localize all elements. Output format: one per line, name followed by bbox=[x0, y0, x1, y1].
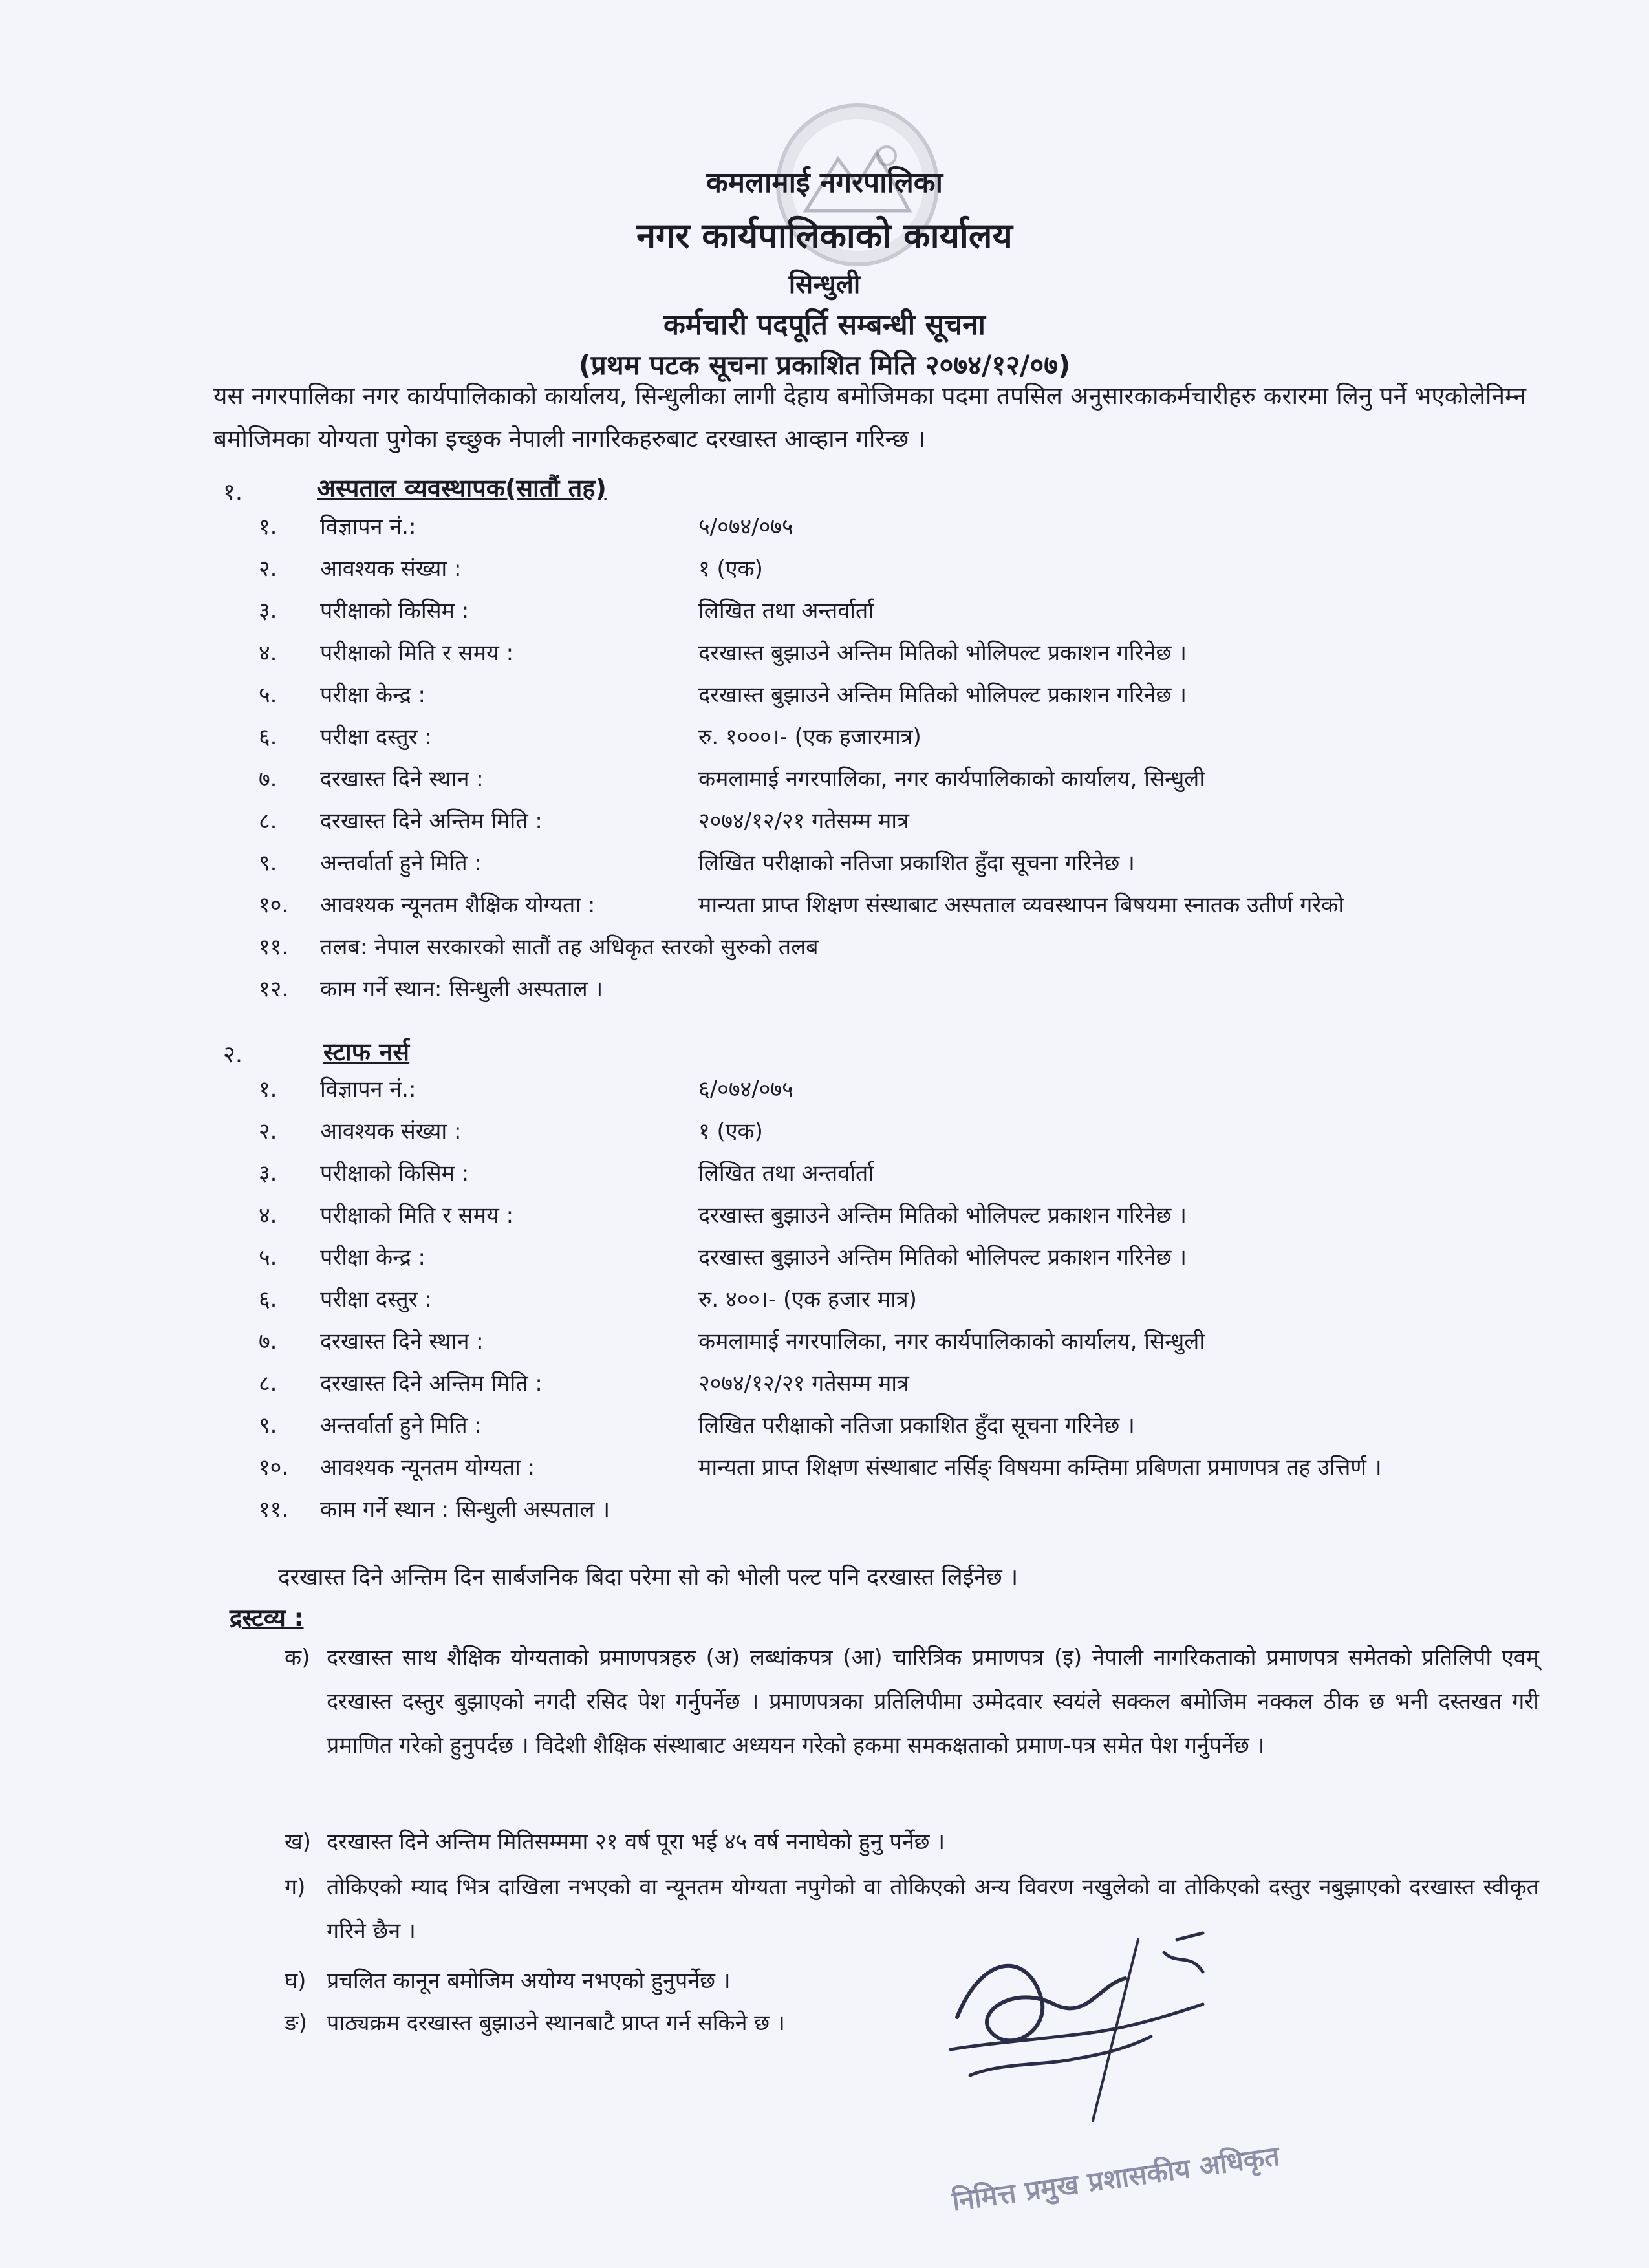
detail-row bbox=[259, 637, 1526, 676]
row-value: ६/०७४/०७५ bbox=[698, 1076, 793, 1102]
detail-row bbox=[259, 1283, 1526, 1322]
row-value: कमलामाई नगरपालिका, नगर कार्यपालिकाको कार्यालय, सिन्धुली bbox=[698, 766, 1205, 792]
row-value: २०७४/१२/२१ गतेसम्म मात्र bbox=[698, 808, 909, 834]
office-name: नगर कार्यपालिकाको कार्यालय bbox=[636, 215, 1013, 256]
detail-row bbox=[259, 1073, 1526, 1112]
row-number: ११. bbox=[259, 934, 289, 960]
note-text: तोकिएको म्याद भित्र दाखिला नभएको वा न्यूनतम योग्यता नपुगेको वा तोकिएको अन्य विवरण नखुलेको वा तोकिएको दस्तुर नबुझाएको दरखास्त स्वीकृत गरिने छैन । bbox=[327, 1874, 1539, 1944]
row-label: आवश्यक संख्या : bbox=[320, 1118, 462, 1144]
detail-row bbox=[259, 511, 1526, 550]
row-number: ८. bbox=[259, 1371, 277, 1396]
row-number: १. bbox=[259, 1076, 277, 1102]
row-value: दरखास्त बुझाउने अन्तिम मितिको भोलिपल्ट प्रकाशन गरिनेछ । bbox=[698, 640, 1187, 666]
note-text: दरखास्त दिने अन्तिम मितिसम्ममा २१ वर्ष पूरा भई ४५ वर्ष ननाघेको हुनु पर्नेछ । bbox=[327, 1829, 945, 1855]
holiday-note: दरखास्त दिने अन्तिम दिन सार्बजनिक बिदा परेमा सो को भोली पल्ट पनि दरखास्त लिईनेछ । bbox=[278, 1565, 1018, 1590]
note-marker: ङ) bbox=[285, 2010, 307, 2036]
district-name: सिन्धुली bbox=[788, 270, 861, 299]
notice-subtitle: (प्रथम पटक सूचना प्रकाशित मिति २०७४/१२/०७) bbox=[578, 349, 1071, 381]
row-number: ९. bbox=[259, 850, 277, 876]
detail-row bbox=[259, 805, 1526, 844]
row-number: ७. bbox=[259, 1329, 277, 1354]
note-item bbox=[285, 1865, 1539, 1956]
row-number: ११. bbox=[259, 1497, 289, 1523]
section-title: अस्पताल व्यवस्थापक(सातौं तह) bbox=[317, 474, 607, 502]
detail-row bbox=[259, 931, 1526, 970]
row-label: काम गर्ने स्थान : सिन्धुली अस्पताल । bbox=[320, 1497, 610, 1523]
detail-row bbox=[259, 889, 1526, 928]
detail-row bbox=[259, 553, 1526, 592]
row-label: दरखास्त दिने अन्तिम मिति : bbox=[320, 808, 543, 834]
row-label: अन्तर्वार्ता हुने मिति : bbox=[320, 850, 482, 876]
row-number: ४. bbox=[259, 1203, 277, 1228]
officer-stamp: निमित्त प्रमुख प्रशासकीय अधिकृत bbox=[950, 2139, 1282, 2218]
row-value: रु. ४००।- (एक हजार मात्र) bbox=[698, 1287, 917, 1312]
note-marker: क) bbox=[285, 1645, 310, 1671]
row-number: ९. bbox=[259, 1413, 277, 1439]
row-label: परीक्षाको मिति र समय : bbox=[320, 640, 514, 666]
row-number: १. bbox=[259, 514, 277, 540]
row-value: लिखित तथा अन्तर्वार्ता bbox=[698, 598, 874, 624]
detail-row bbox=[259, 847, 1526, 886]
note-item bbox=[285, 1820, 1539, 1864]
detail-row bbox=[259, 1451, 1526, 1490]
detail-row bbox=[259, 1157, 1526, 1196]
row-label: दरखास्त दिने स्थान : bbox=[320, 1329, 484, 1354]
row-number: ६. bbox=[259, 724, 277, 750]
note-marker: ख) bbox=[285, 1829, 312, 1855]
row-number: २. bbox=[259, 556, 277, 582]
detail-row bbox=[259, 1367, 1526, 1406]
row-label: आवश्यक न्यूनतम शैक्षिक योग्यता : bbox=[320, 892, 596, 918]
row-label: काम गर्ने स्थान: सिन्धुली अस्पताल । bbox=[320, 976, 603, 1002]
detail-row bbox=[259, 1199, 1526, 1238]
row-number: ४. bbox=[259, 640, 277, 666]
note-marker: ग) bbox=[285, 1874, 306, 1900]
note-text: दरखास्त साथ शैक्षिक योग्यताको प्रमाणपत्रहरु (अ) लब्धांकपत्र (आ) चारित्रिक प्रमाणपत्र (इ) नेपाली नागरिकताको प्रमाणपत्र समेतको प्रतिलिपी एवम् दरखास्त दस्तुर बुझाएको नगदी रसिद पेश गर्नुपर्नेछ । प्रमाणपत्रका प्रतिलिपीमा उम्मेदवार स्वयंले सक्कल बमोजिम नक्कल ठीक छ भनी दस्तखत गरी प्रमाणित गरेको हुनुपर्दछ । विदेशी शैक्षिक संस्थाबाट अध्ययन गरेको हकमा समकक्षताको प्रमाण-पत्र समेत पेश गर्नुपर्नेछ । bbox=[327, 1645, 1539, 1759]
detail-row bbox=[259, 763, 1526, 802]
row-label: तलब: नेपाल सरकारको सातौं तह अधिकृत स्तरको सुरुको तलब bbox=[320, 934, 819, 960]
section-number: २. bbox=[223, 1042, 243, 1068]
row-value: कमलामाई नगरपालिका, नगर कार्यपालिकाको कार्यालय, सिन्धुली bbox=[698, 1329, 1205, 1354]
detail-row bbox=[259, 1325, 1526, 1364]
row-value: मान्यता प्राप्त शिक्षण संस्थाबाट नर्सिङ् विषयमा कम्तिमा प्रबिणता प्रमाणपत्र तह उत्तिर्ण । bbox=[698, 1455, 1382, 1481]
row-value: लिखित परीक्षाको नतिजा प्रकाशित हुँदा सूचना गरिनेछ । bbox=[698, 1413, 1135, 1439]
row-value: लिखित तथा अन्तर्वार्ता bbox=[698, 1161, 874, 1186]
note-text: पाठ्यक्रम दरखास्त बुझाउने स्थानबाटै प्राप्त गर्न सकिने छ । bbox=[327, 2010, 785, 2036]
row-number: ६. bbox=[259, 1287, 277, 1312]
row-value: १ (एक) bbox=[698, 556, 763, 582]
note-item bbox=[285, 2001, 931, 2045]
detail-row bbox=[259, 721, 1526, 760]
detail-row bbox=[259, 1241, 1526, 1280]
row-label: दरखास्त दिने स्थान : bbox=[320, 766, 484, 792]
row-value: ५/०७४/०७५ bbox=[698, 514, 793, 540]
row-label: परीक्षा दस्तुर : bbox=[320, 1287, 432, 1312]
note-marker: घ) bbox=[285, 1968, 307, 1994]
row-value: २०७४/१२/२१ गतेसम्म मात्र bbox=[698, 1371, 909, 1396]
intro-paragraph: यस नगरपालिका नगर कार्यपालिकाको कार्यालय, सिन्धुलीका लागी देहाय बमोजिमका पदमा तपसिल अनुसारकाकर्मचारीहरु करारमा लिनु पर्ने भएकोलेनिम्न बमोजिमका योग्यता पुगेका इच्छुक नेपाली नागरिकहरुबाट दरखास्त आव्हान गरिन्छ । bbox=[213, 382, 1526, 453]
row-value: लिखित परीक्षाको नतिजा प्रकाशित हुँदा सूचना गरिनेछ । bbox=[698, 850, 1135, 876]
row-number: १२. bbox=[259, 976, 289, 1002]
handwritten-signature bbox=[931, 1927, 1255, 2140]
row-label: अन्तर्वार्ता हुने मिति : bbox=[320, 1413, 482, 1439]
row-label: दरखास्त दिने अन्तिम मिति : bbox=[320, 1371, 543, 1396]
row-label: परीक्षा केन्द्र : bbox=[320, 1245, 426, 1270]
row-label: विज्ञापन नं.: bbox=[320, 1076, 416, 1102]
detail-row bbox=[259, 1115, 1526, 1154]
row-label: परीक्षा केन्द्र : bbox=[320, 682, 426, 708]
note-item bbox=[285, 1959, 996, 2003]
row-label: परीक्षाको किसिम : bbox=[320, 1161, 469, 1186]
row-value: मान्यता प्राप्त शिक्षण संस्थाबाट अस्पताल व्यवस्थापन बिषयमा स्नातक उतीर्ण गरेको bbox=[698, 892, 1344, 918]
row-number: १०. bbox=[259, 1455, 289, 1481]
row-label: आवश्यक न्यूनतम योग्यता : bbox=[320, 1455, 535, 1481]
detail-row bbox=[259, 595, 1526, 634]
notes-heading: द्रस्टव्य : bbox=[230, 1604, 304, 1632]
row-label: आवश्यक संख्या : bbox=[320, 556, 462, 582]
note-text: प्रचलित कानून बमोजिम अयोग्य नभएको हुनुपर्नेछ । bbox=[327, 1968, 731, 1994]
row-number: ८. bbox=[259, 808, 277, 834]
row-value: १ (एक) bbox=[698, 1118, 763, 1144]
detail-row bbox=[259, 679, 1526, 718]
row-number: २. bbox=[259, 1118, 277, 1144]
row-label: परीक्षाको किसिम : bbox=[320, 598, 469, 624]
row-number: ७. bbox=[259, 766, 277, 792]
row-number: ५. bbox=[259, 682, 277, 708]
notice-title: कर्मचारी पदपूर्ति सम्बन्धी सूचना bbox=[663, 308, 986, 341]
row-number: ३. bbox=[259, 598, 277, 624]
note-item bbox=[285, 1636, 1539, 1817]
row-label: परीक्षा दस्तुर : bbox=[320, 724, 432, 750]
row-label: परीक्षाको मिति र समय : bbox=[320, 1203, 514, 1228]
detail-row bbox=[259, 973, 1526, 1012]
row-number: १०. bbox=[259, 892, 289, 918]
row-value: रु. १०००।- (एक हजारमात्र) bbox=[698, 724, 921, 750]
row-number: ५. bbox=[259, 1245, 277, 1270]
row-number: ३. bbox=[259, 1161, 277, 1186]
row-value: दरखास्त बुझाउने अन्तिम मितिको भोलिपल्ट प्रकाशन गरिनेछ । bbox=[698, 682, 1187, 708]
municipality-name: कमलामाई नगरपालिका bbox=[706, 166, 943, 199]
section-title: स्टाफ नर्स bbox=[323, 1038, 410, 1066]
detail-row bbox=[259, 1409, 1526, 1448]
section-number: १. bbox=[223, 479, 243, 506]
detail-row bbox=[259, 1493, 1526, 1532]
row-value: दरखास्त बुझाउने अन्तिम मितिको भोलिपल्ट प्रकाशन गरिनेछ । bbox=[698, 1203, 1187, 1228]
row-value: दरखास्त बुझाउने अन्तिम मितिको भोलिपल्ट प्रकाशन गरिनेछ । bbox=[698, 1245, 1187, 1270]
row-label: विज्ञापन नं.: bbox=[320, 514, 416, 540]
